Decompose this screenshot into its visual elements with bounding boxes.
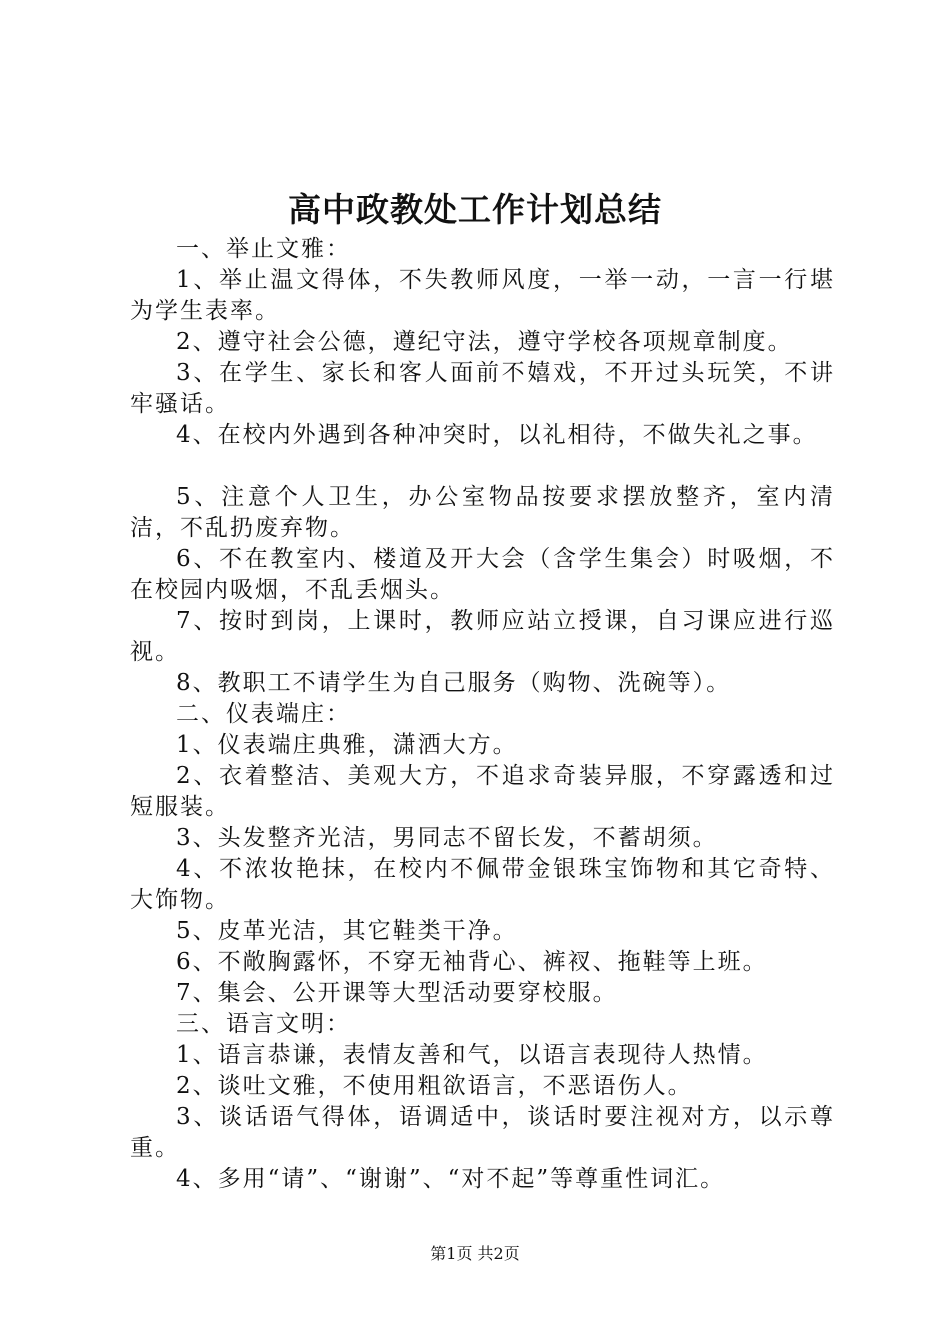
document-body (130, 234, 835, 1195)
list-item: 4、多用“请”、“谢谢”、“对不起”等尊重性词汇。 (176, 1166, 726, 1192)
list-item: 1、仪表端庄典雅，潇洒大方。 (176, 732, 518, 758)
list-item: 7、集会、公开课等大型活动要穿校服。 (176, 980, 618, 1006)
section-heading: 一、举止文雅： (176, 236, 351, 262)
list-item: 1、举止温文得体，不失教师风度，一举一动，一言一行堪为学生表率。 (130, 267, 835, 324)
list-item: 6、不敞胸露怀，不穿无袖背心、裤衩、拖鞋等上班。 (176, 949, 768, 975)
list-item: 4、不浓妆艳抹，在校内不佩带金银珠宝饰物和其它奇特、大饰物。 (130, 856, 835, 913)
list-item: 2、谈吐文雅，不使用粗欲语言，不恶语伤人。 (176, 1073, 693, 1099)
list-item: 3、在学生、家长和客人面前不嬉戏，不开过头玩笑，不讲牢骚话。 (130, 360, 835, 417)
document-title: 高中政教处工作计划总结 (288, 190, 662, 229)
list-item: 7、按时到岗，上课时，教师应站立授课，自习课应进行巡视。 (130, 608, 835, 665)
list-item: 5、注意个人卫生，办公室物品按要求摆放整齐，室内清洁，不乱扔废弃物。 (130, 484, 835, 541)
section-heading: 二、仪表端庄： (176, 701, 351, 727)
list-item: 3、谈话语气得体，语调适中，谈话时要注视对方，以示尊重。 (130, 1104, 835, 1161)
list-item: 8、教职工不请学生为自己服务（购物、洗碗等）。 (176, 670, 732, 696)
section-heading: 三、语言文明： (176, 1011, 351, 1037)
list-item: 5、皮革光洁，其它鞋类干净。 (176, 918, 518, 944)
list-item: 1、语言恭谦，表情友善和气，以语言表现待人热情。 (176, 1042, 768, 1068)
list-item: 3、头发整齐光洁，男同志不留长发，不蓄胡须。 (176, 825, 718, 851)
list-item: 6、不在教室内、楼道及开大会（含学生集会）时吸烟，不在校园内吸烟，不乱丢烟头。 (130, 546, 835, 603)
list-item: 2、遵守社会公德，遵纪守法，遵守学校各项规章制度。 (176, 329, 793, 355)
list-item: 4、在校内外遇到各种冲突时，以礼相待，不做失礼之事。 (176, 422, 818, 448)
list-item: 2、衣着整洁、美观大方，不追求奇装异服，不穿露透和过短服装。 (130, 763, 835, 820)
page-number-footer: 第1页 共2页 (430, 1244, 520, 1263)
